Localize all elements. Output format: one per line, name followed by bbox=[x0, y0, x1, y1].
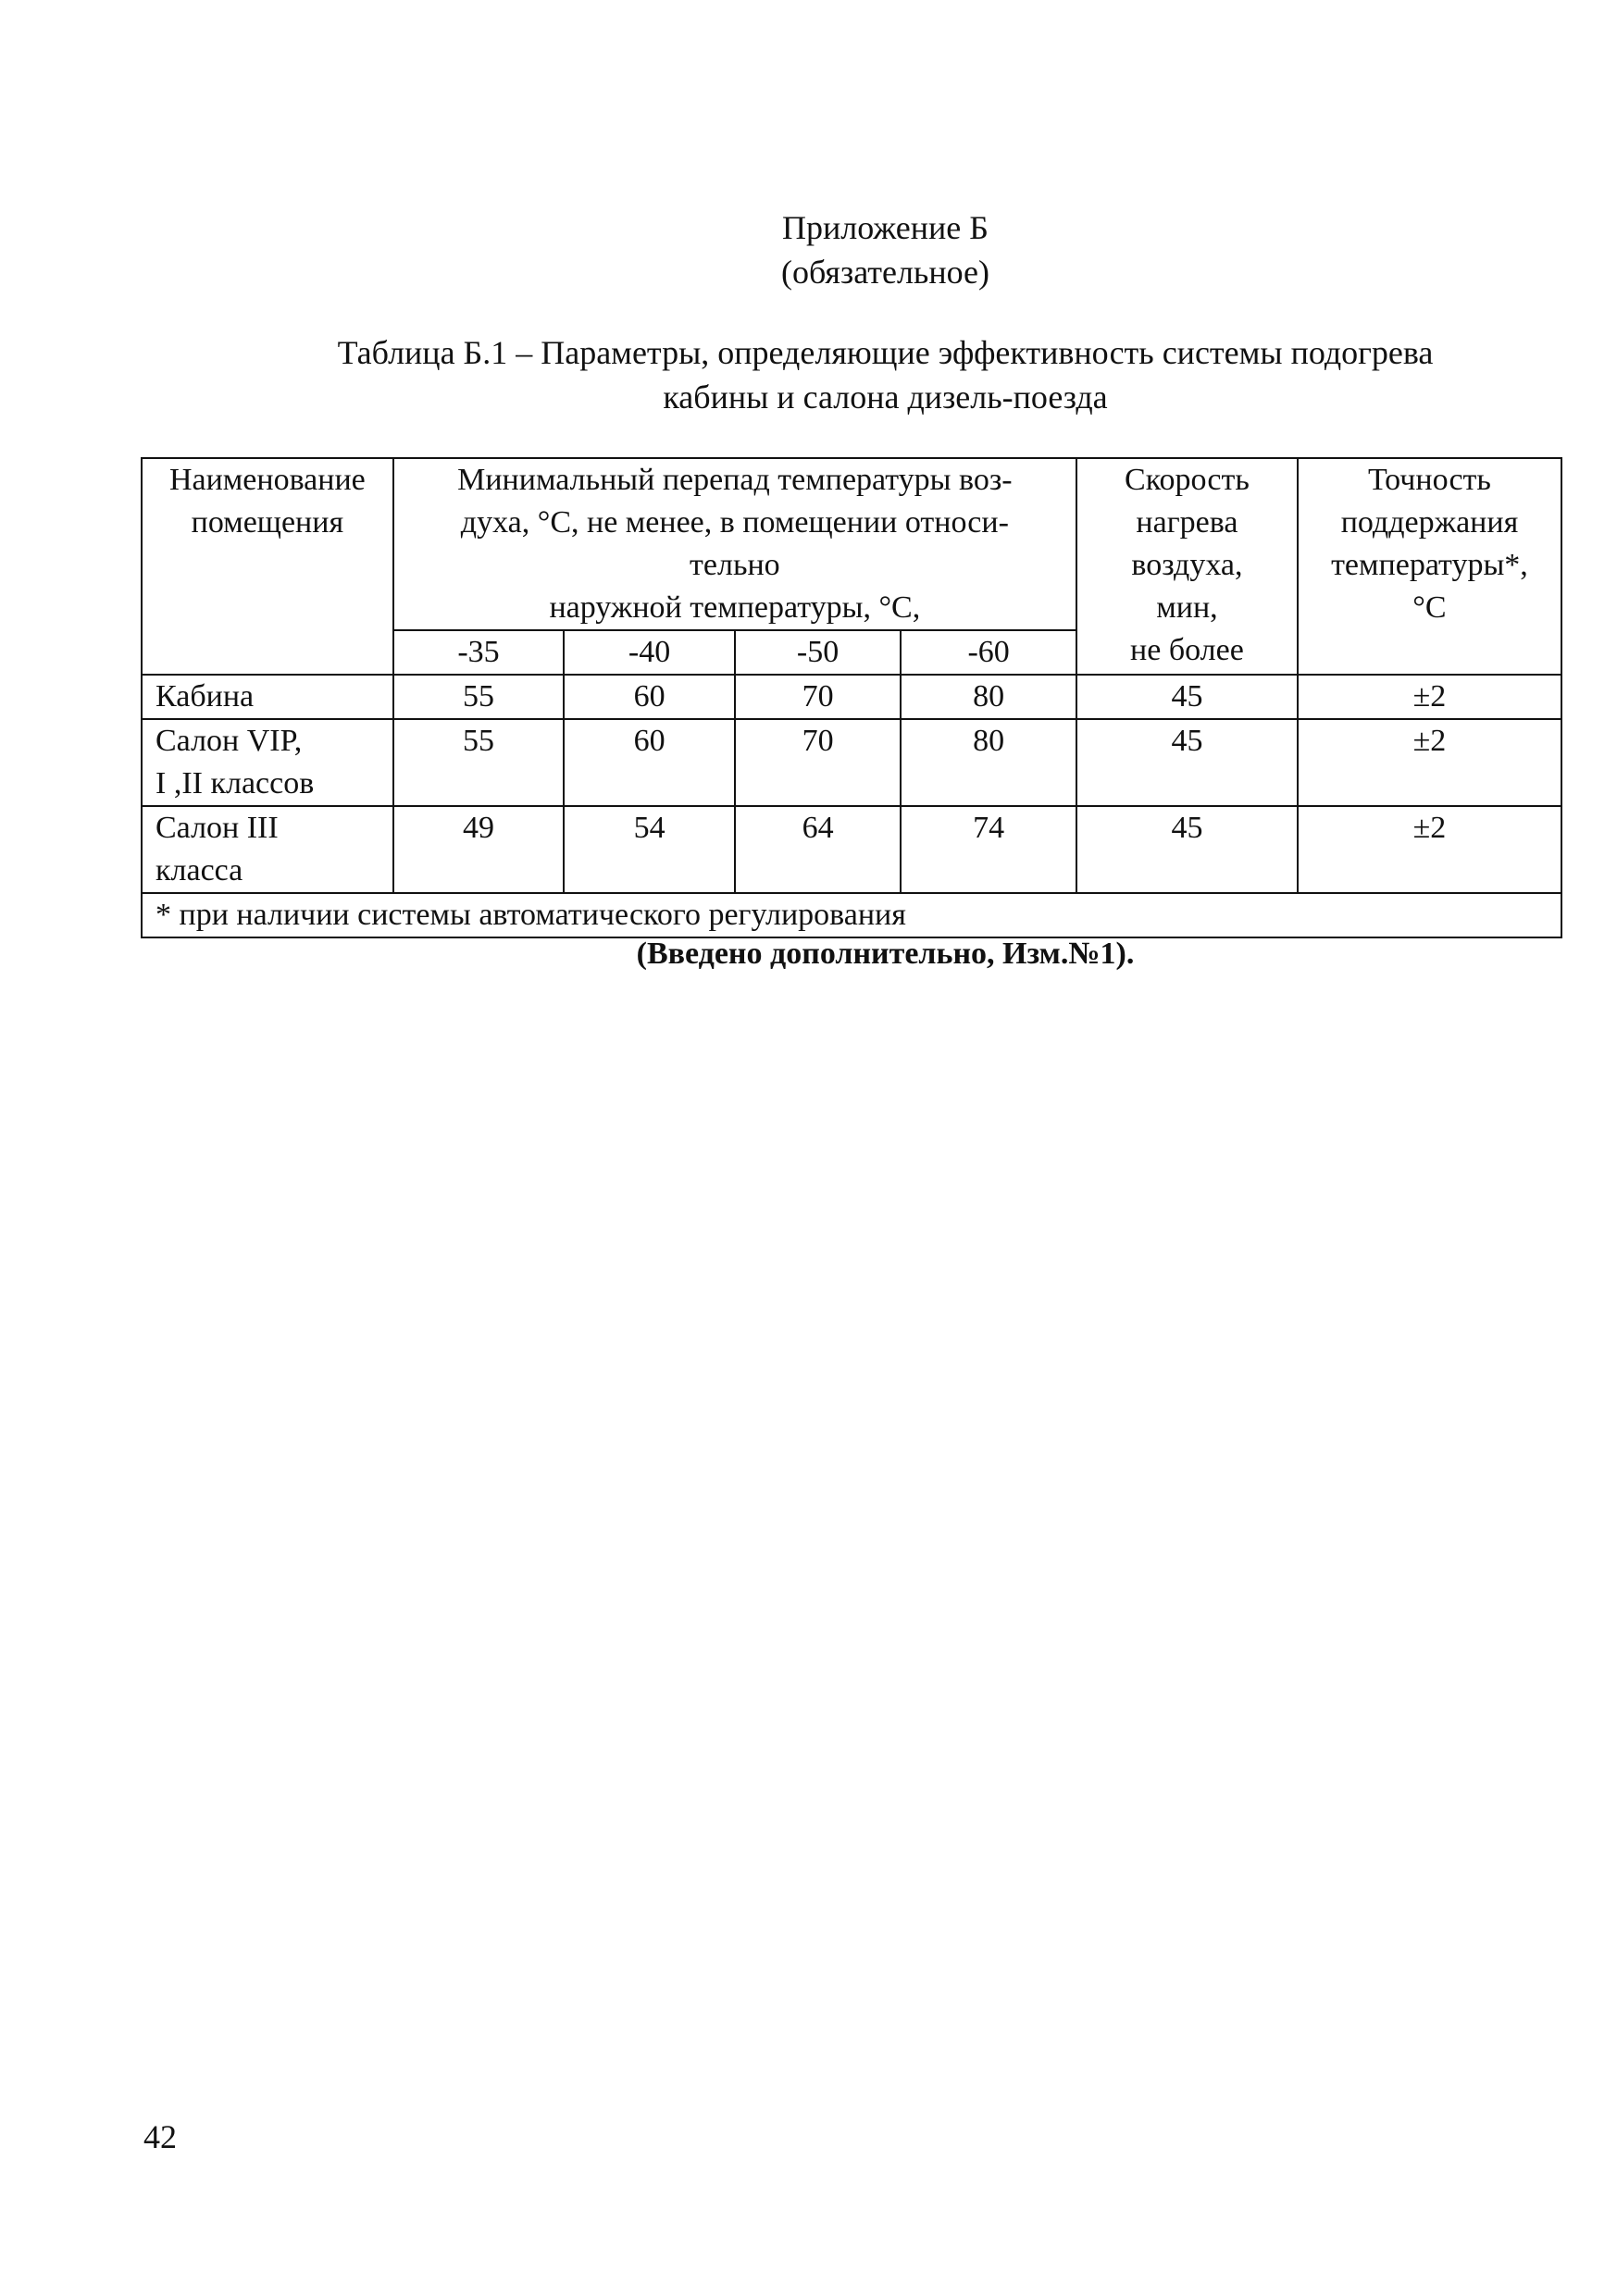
header-text: поддержания bbox=[1340, 505, 1519, 540]
table-row bbox=[142, 675, 1561, 719]
table-cell: 45 bbox=[1076, 806, 1298, 893]
row-name-text: Кабина bbox=[155, 679, 255, 714]
table-caption bbox=[154, 330, 1617, 419]
table-row bbox=[142, 719, 1561, 806]
header-accuracy bbox=[1298, 458, 1561, 675]
header-text: тельно bbox=[690, 548, 780, 582]
header-text: воздуха, bbox=[1131, 548, 1243, 582]
table-cell: 54 bbox=[564, 806, 735, 893]
header-name bbox=[142, 458, 393, 675]
table-cell: 45 bbox=[1076, 675, 1298, 719]
appendix-kind: (обязательное) bbox=[781, 254, 989, 291]
row-name-text: Салон VIP, bbox=[155, 724, 303, 758]
table-cell: 70 bbox=[735, 719, 901, 806]
table-footnote: * при наличии системы автоматического регулирования bbox=[142, 893, 1561, 937]
table-cell: ±2 bbox=[1298, 719, 1561, 806]
table-cell: 64 bbox=[735, 806, 901, 893]
header-text: нагрева bbox=[1136, 505, 1238, 540]
table-cell: 74 bbox=[901, 806, 1076, 893]
parameters-table bbox=[141, 457, 1562, 938]
table-cell: 45 bbox=[1076, 719, 1298, 806]
table-cell: 80 bbox=[901, 675, 1076, 719]
row-name bbox=[142, 675, 393, 719]
header-temp-35: -35 bbox=[393, 630, 565, 675]
header-text: Точность bbox=[1367, 463, 1491, 497]
amendment-note: (Введено дополнительно, Изм.№1). bbox=[636, 937, 1135, 971]
table-cell: ±2 bbox=[1298, 806, 1561, 893]
table-cell: 49 bbox=[393, 806, 565, 893]
header-text: наружной температуры, °С, bbox=[549, 590, 921, 625]
table-cell: 60 bbox=[564, 675, 735, 719]
header-text: Наименование bbox=[168, 463, 366, 497]
header-temperature-drop bbox=[393, 458, 1076, 630]
header-heating-speed bbox=[1076, 458, 1298, 675]
header-text: °С bbox=[1412, 590, 1447, 625]
table-cell: 60 bbox=[564, 719, 735, 806]
header-text: мин, bbox=[1156, 590, 1218, 625]
table-header-row bbox=[142, 458, 1561, 630]
page-number: 42 bbox=[143, 2118, 177, 2155]
row-name-text: Салон III bbox=[155, 811, 279, 845]
table-cell: 55 bbox=[393, 719, 565, 806]
header-text: Минимальный перепад температуры воз- bbox=[457, 463, 1013, 497]
row-name bbox=[142, 719, 393, 806]
header-text: помещения bbox=[191, 505, 344, 540]
appendix-heading bbox=[154, 205, 1617, 294]
table-caption-line2: кабины и салона дизель-поезда bbox=[663, 379, 1108, 416]
header-temp-60: -60 bbox=[901, 630, 1076, 675]
row-name bbox=[142, 806, 393, 893]
table-caption-line1: Таблица Б.1 – Параметры, определяющие эффективность системы подогрева bbox=[337, 334, 1434, 371]
header-text: температуры*, bbox=[1331, 548, 1528, 582]
table-row bbox=[142, 806, 1561, 893]
appendix-title: Приложение Б bbox=[782, 209, 989, 246]
row-name-text: I ,II классов bbox=[155, 766, 315, 800]
header-text: Скорость bbox=[1125, 463, 1250, 497]
table-cell: 55 bbox=[393, 675, 565, 719]
table-cell: ±2 bbox=[1298, 675, 1561, 719]
table-cell: 70 bbox=[735, 675, 901, 719]
table-footnote-row bbox=[142, 893, 1561, 937]
header-text: духа, °С, не менее, в помещении относи- bbox=[460, 505, 1009, 540]
row-name-text: класса bbox=[155, 853, 243, 887]
header-temp-40: -40 bbox=[564, 630, 735, 675]
header-text: не более bbox=[1130, 633, 1244, 667]
table-cell: 80 bbox=[901, 719, 1076, 806]
header-temp-50: -50 bbox=[735, 630, 901, 675]
